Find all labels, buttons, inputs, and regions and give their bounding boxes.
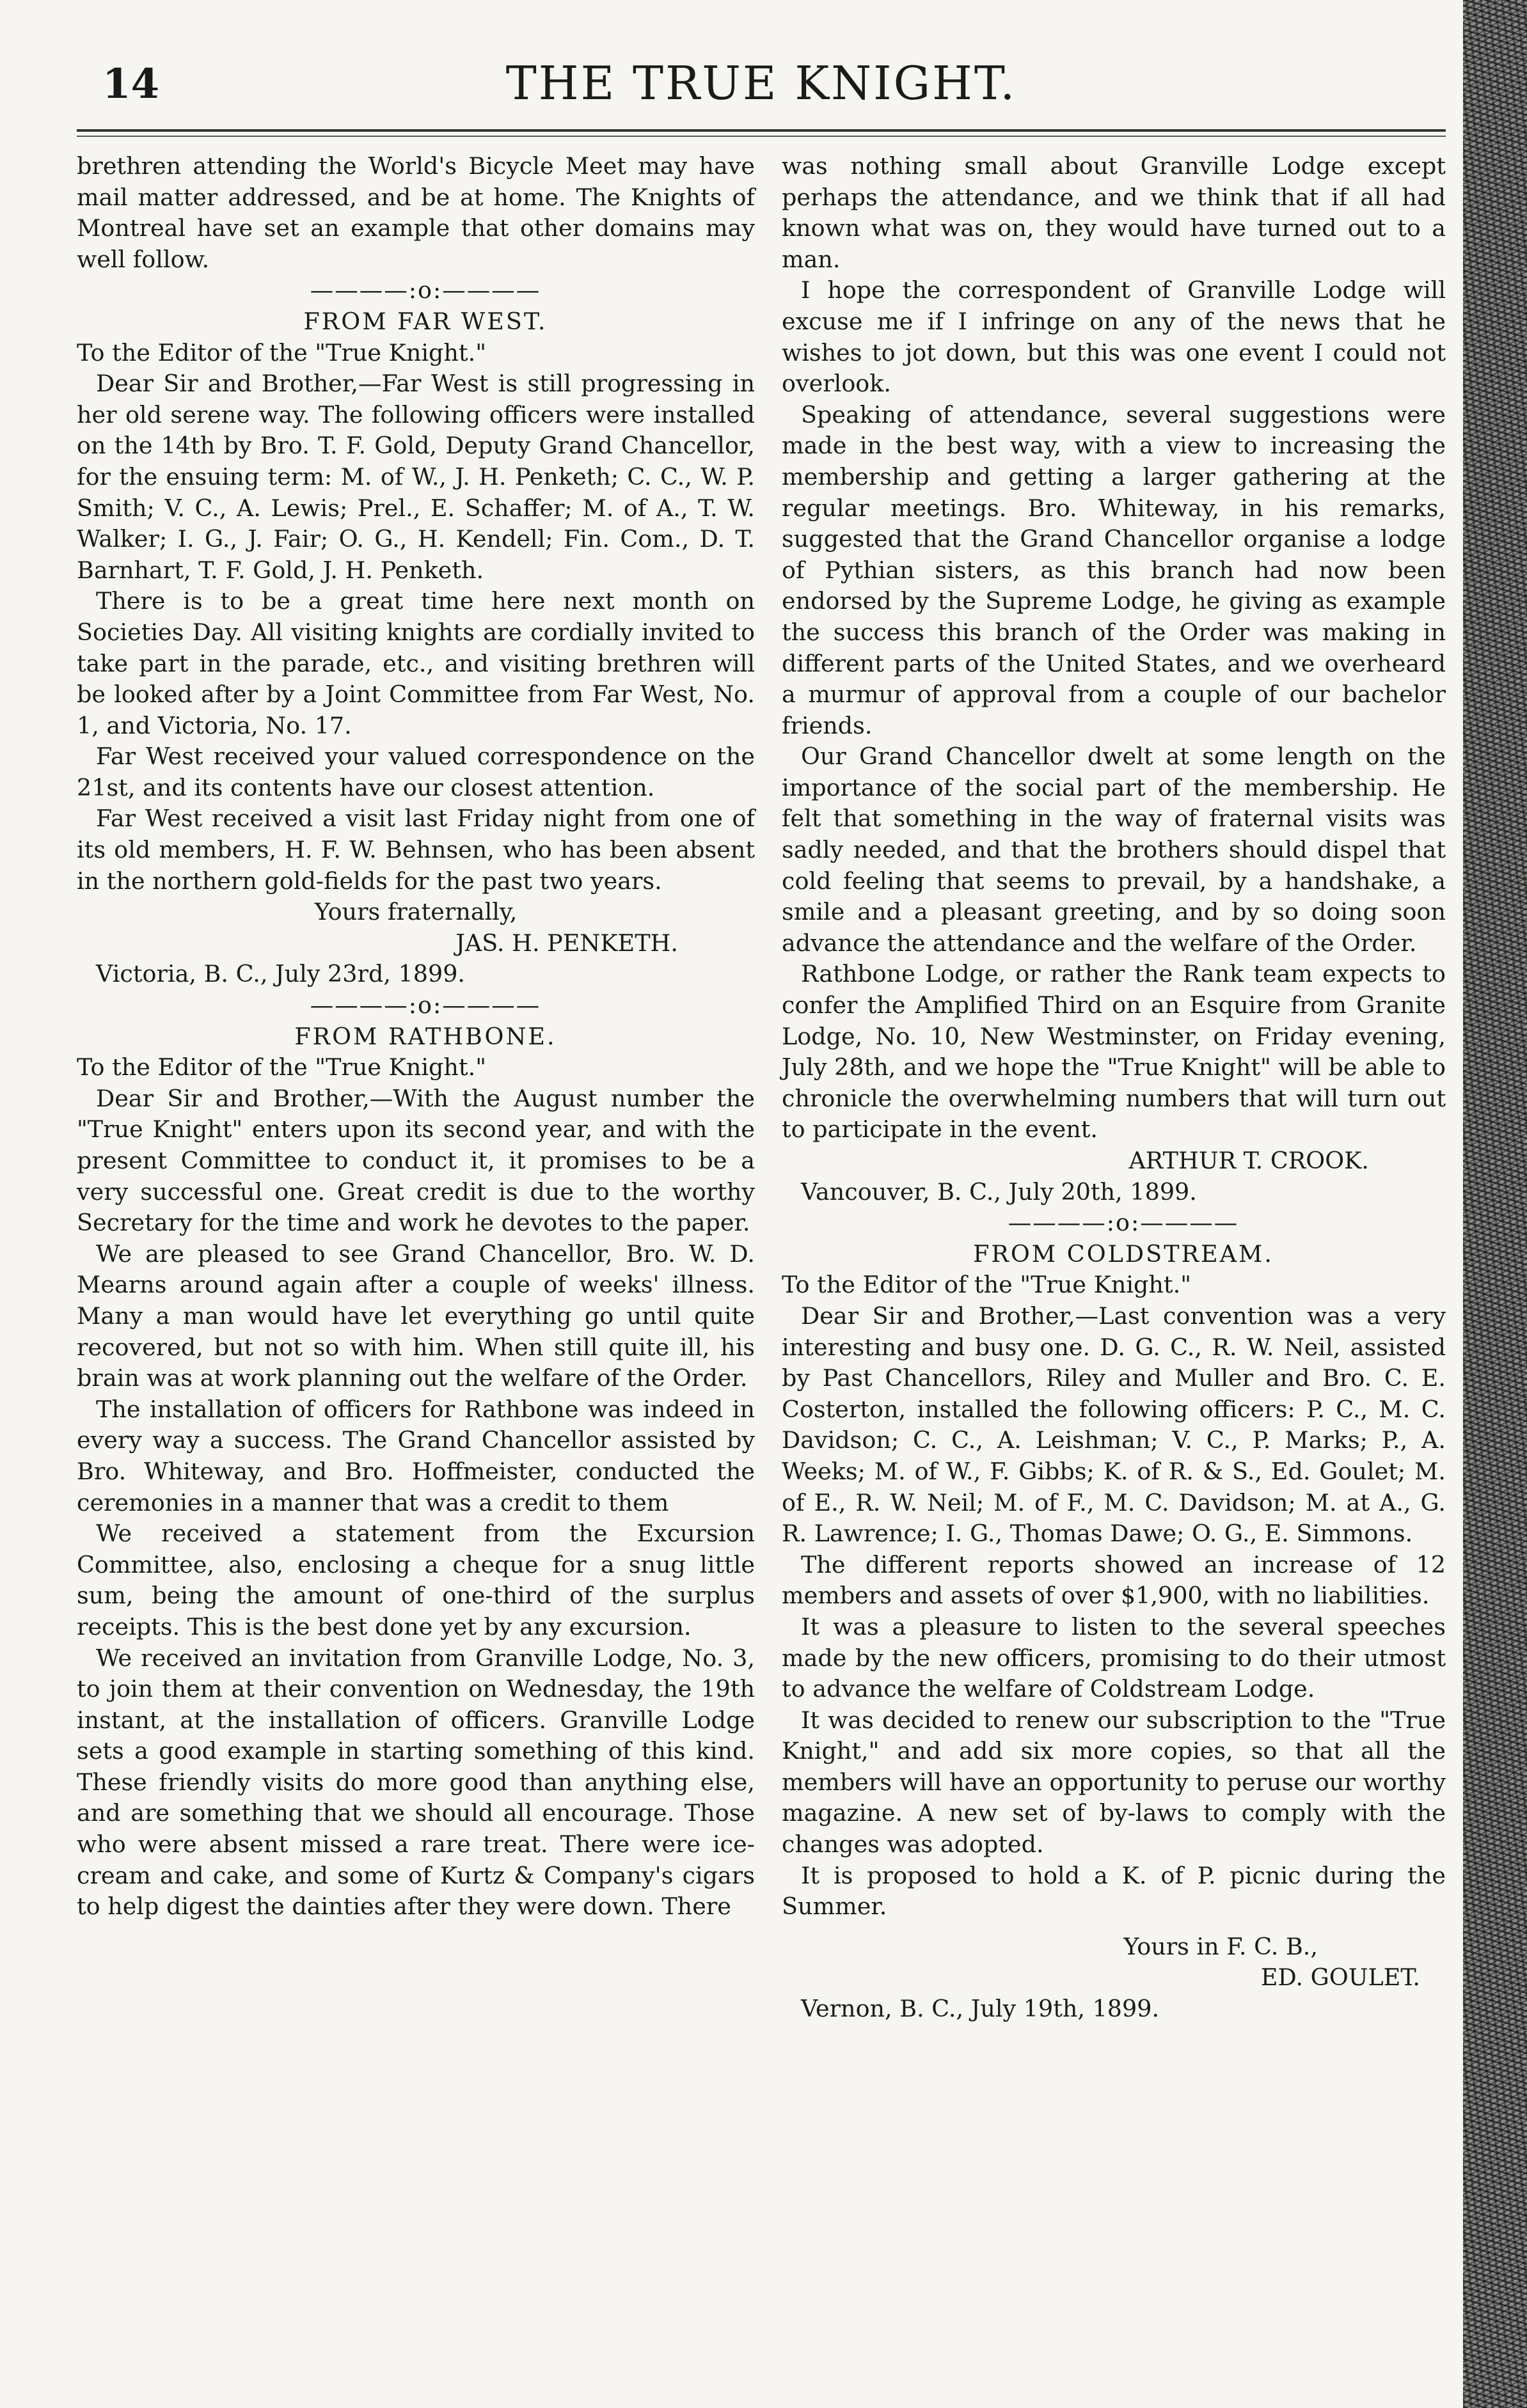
page-number: 14 [102, 60, 160, 108]
signature: ARTHUR T. CROOK. [1128, 1147, 1369, 1174]
signature: ED. GOULET. [1260, 1963, 1420, 1992]
paragraph: Our Grand Chancellor dwelt at some length on the importance of the social part of the membership. He felt that something in the way of fraternal visits was sadly needed, and that the brothers should dispel that cold feeling that seems to prevail, by a handshake, a smile and a pleasant greeting, and by so doing soon advance the attendance and the welfare of the Order. [782, 743, 1446, 957]
paragraph: Far West received a visit last Friday night from one of its old members, H. F. W. Behnsen, who has been absent in the northern gold-fields for the past two years. [77, 805, 755, 895]
paragraph: was nothing small about Granville Lodge except perhaps the attendance, and we think that if all had known what was on, they would have turned out to a man. [782, 152, 1446, 273]
paragraph: Rathbone Lodge, or rather the Rank team expects to confer the Amplified Third on an Esquire from Granite Lodge, No. 10, New Westminster, on Friday evening, July 28th, and we hope the "True Knight" will be able to chronicle the overwhelming numbers that will turn out to participate in the event. [782, 960, 1446, 1144]
paragraph: I hope the correspondent of Granville Lodge will excuse me if I infringe on any of the news that he wishes to jot down, but this was one event I could not overlook. [782, 276, 1446, 398]
section-heading-coldstream: FROM COLDSTREAM. [973, 1239, 1274, 1268]
closing: Yours fraternally, [314, 898, 518, 926]
salutation: To the Editor of the "True Knight." [77, 1053, 486, 1082]
dateline: Vancouver, B. C., July 20th, 1899. [801, 1177, 1197, 1206]
paragraph: Dear Sir and Brother,—Last convention was a very interesting and busy one. D. G. C., R. W. Neil, assisted by Past Chancellors, Riley and Muller and Bro. C. E. Costerton, installed the following officers: P. C., M. C. Davidson; C. C., A. Leishman; V. C., P. Marks; P., A. Weeks; M. of W., F. Gibbs; K. of R. & S., Ed. Goulet; M. of E., R. W. Neil; M. of F., M. C. Davidson; M. at A., G. R. Lawrence; I. G., Thomas Dawe; O. G., E. Simmons. [782, 1302, 1446, 1548]
header-rule [77, 129, 1446, 132]
right-column [782, 151, 1446, 2025]
paragraph: It is proposed to hold a K. of P. picnic during the Summer. [782, 1861, 1446, 1921]
paragraph: Dear Sir and Brother,—With the August number the "True Knight" enters upon its second year, and with the present Committee to conduct it, it promises to be a very successful one. Great credit is due to the worthy Secretary for the time and work he devotes to the paper. [77, 1084, 755, 1237]
torn-page-edge [1463, 0, 1527, 2408]
salutation: To the Editor of the "True Knight." [782, 1271, 1191, 1299]
left-column [77, 151, 755, 1923]
page-header [77, 56, 1446, 127]
dateline: Vernon, B. C., July 19th, 1899. [801, 1995, 1160, 2023]
paragraph: It was decided to renew our subscription to the "True Knight," and add six more copies, so that all the members will have an opportunity to peruse our worthy magazine. A new set of by-laws to comply with the changes was adopted. [782, 1706, 1446, 1859]
intro-paragraph: brethren attending the World's Bicycle Meet may have mail matter addressed, and be at home. The Knights of Montreal have set an example that other domains may well follow. [77, 152, 755, 273]
closing: Yours in F. C. B., [1123, 1932, 1318, 1960]
paragraph: The installation of officers for Rathbone was indeed in every way a success. The Grand Chancellor assisted by Bro. Whiteway, and Bro. Hoffmeister, conducted the ceremonies in a manner that was a credit to them [77, 1395, 755, 1516]
paragraph: Speaking of attendance, several suggestions were made in the best way, with a view to increasing the membership and getting a larger gathering at the regular meetings. Bro. Whiteway, in his remarks, suggested that the Grand Chancellor organise a lodge of Pythian sisters, as this branch had now been endorsed by the Supreme Lodge, he giving as example the success this branch of the Order was making in different parts of the United States, and we overheard a murmur of approval from a couple of our bachelor friends. [782, 400, 1446, 739]
header-rule-thin [77, 136, 1446, 137]
signature: JAS. H. PENKETH. [455, 929, 678, 957]
paragraph: We received a statement from the Excursion Committee, also, enclosing a cheque for a snug little sum, being the amount of one-third of the surplus receipts. This is the best done yet by any excursion. [77, 1520, 755, 1641]
section-heading-far-west: FROM FAR WEST. [303, 307, 548, 335]
dateline: Victoria, B. C., July 23rd, 1899. [96, 960, 466, 988]
paragraph: We are pleased to see Grand Chancellor, Bro. W. D. Mearns around again after a couple of weeks' illness. Many a man would have let everything go until quite recovered, but not so with him. When still quite ill, his brain was at work planning out the welfare of the Order. [77, 1239, 755, 1392]
paragraph: It was a pleasure to listen to the several speeches made by the new officers, promising to do their utmost to advance the welfare of Coldstream Lodge. [782, 1612, 1446, 1703]
section-separator: ————:o:———— [310, 276, 541, 304]
section-heading-rathbone: FROM RATHBONE. [294, 1022, 557, 1050]
salutation: To the Editor of the "True Knight." [77, 338, 486, 366]
section-separator: ————:o:———— [310, 991, 541, 1019]
paragraph: The different reports showed an increase of 12 members and assets of over $1,900, with no liabilities. [782, 1550, 1446, 1610]
paragraph: There is to be a great time here next month on Societies Day. All visiting knights are cordially invited to take part in the parade, etc., and visiting brethren will be looked after by a Joint Committee from Far West, No. 1, and Victoria, No. 17. [77, 587, 755, 739]
paragraph: Far West received your valued correspondence on the 21st, and its contents have our closest attention. [77, 743, 755, 801]
paragraph: We received an invitation from Granville Lodge, No. 3, to join them at their convention on Wednesday, the 19th instant, at the installation of officers. Granville Lodge sets a good example in starting something of this kind. These friendly visits do more good than anything else, and are something that we should all encourage. Those who were absent missed a rare treat. There were ice-cream and cake, and some of Kurtz & Company's cigars to help digest the dainties after they were down. There [77, 1644, 755, 1921]
journal-title: THE TRUE KNIGHT. [505, 56, 1017, 110]
section-separator: ————:o:———— [1008, 1209, 1239, 1237]
paragraph: Dear Sir and Brother,—Far West is still progressing in her old serene way. The following officers were installed on the 14th by Bro. T. F. Gold, Deputy Grand Chancellor, for the ensuing term: M. of W., J. H. Penketh; C. C., W. P. Smith; V. C., A. Lewis; Prel., E. Schaffer; M. of A., T. W. Walker; I. G., J. Fair; O. G., H. Kendell; Fin. Com., D. T. Barnhart, T. F. Gold, J. H. Penketh. [77, 370, 755, 584]
